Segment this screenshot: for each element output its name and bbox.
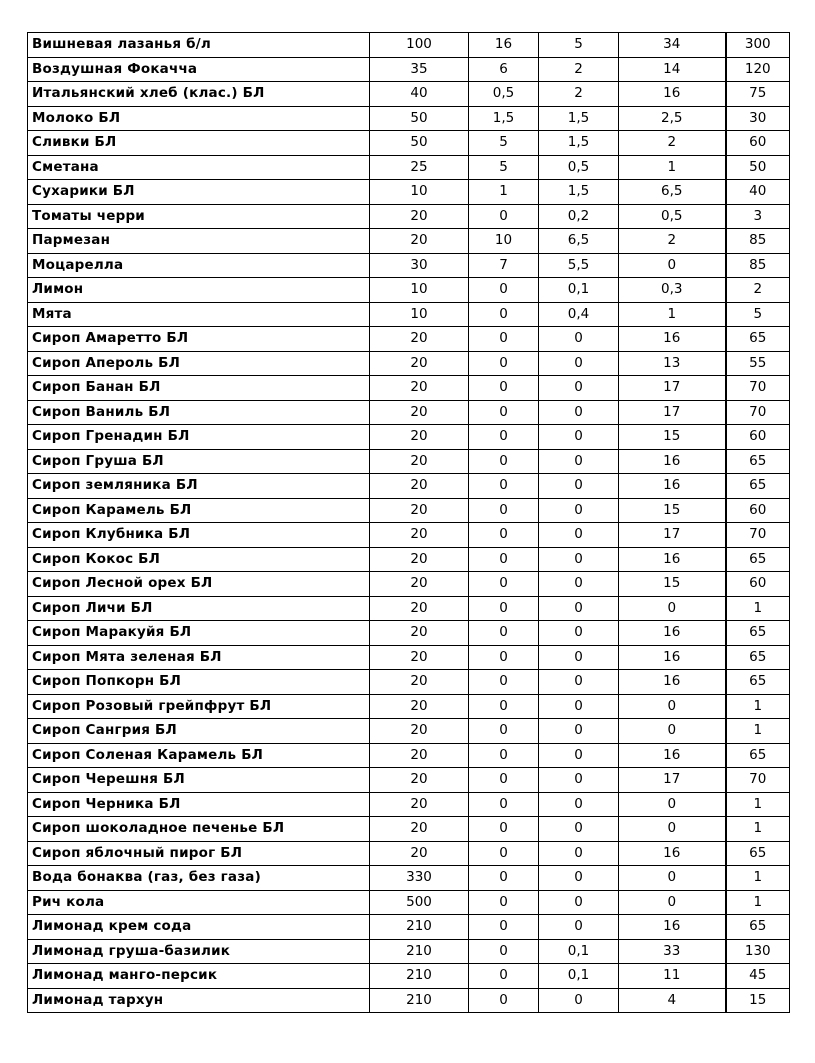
protein-cell: 5 xyxy=(469,131,539,156)
fat-cell: 0 xyxy=(539,719,619,744)
table-row xyxy=(28,376,790,401)
protein-cell: 6 xyxy=(469,57,539,82)
carbs-cell: 34 xyxy=(619,33,726,58)
protein-cell: 0 xyxy=(469,841,539,866)
product-name-cell: Вишневая лазанья б/л xyxy=(28,33,370,58)
calories-cell: 65 xyxy=(726,670,790,695)
product-name-cell: Сироп Сангрия БЛ xyxy=(28,719,370,744)
table-row xyxy=(28,866,790,891)
fat-cell: 0 xyxy=(539,768,619,793)
product-name-cell: Сироп Груша БЛ xyxy=(28,449,370,474)
table-row xyxy=(28,82,790,107)
table-row xyxy=(28,57,790,82)
nutrition-table xyxy=(27,32,790,1013)
product-name-cell: Сироп Черника БЛ xyxy=(28,792,370,817)
fat-cell: 0 xyxy=(539,621,619,646)
calories-cell: 65 xyxy=(726,449,790,474)
product-name-cell: Сироп Маракуйя БЛ xyxy=(28,621,370,646)
calories-cell: 65 xyxy=(726,743,790,768)
protein-cell: 0 xyxy=(469,425,539,450)
portion-cell: 20 xyxy=(370,670,469,695)
portion-cell: 210 xyxy=(370,964,469,989)
fat-cell: 0 xyxy=(539,596,619,621)
calories-cell: 1 xyxy=(726,866,790,891)
protein-cell: 0 xyxy=(469,376,539,401)
table-row xyxy=(28,229,790,254)
carbs-cell: 16 xyxy=(619,547,726,572)
portion-cell: 500 xyxy=(370,890,469,915)
fat-cell: 0 xyxy=(539,988,619,1013)
protein-cell: 0 xyxy=(469,988,539,1013)
portion-cell: 50 xyxy=(370,131,469,156)
portion-cell: 20 xyxy=(370,792,469,817)
calories-cell: 130 xyxy=(726,939,790,964)
carbs-cell: 0 xyxy=(619,253,726,278)
portion-cell: 50 xyxy=(370,106,469,131)
carbs-cell: 0,3 xyxy=(619,278,726,303)
fat-cell: 0 xyxy=(539,670,619,695)
carbs-cell: 1 xyxy=(619,155,726,180)
protein-cell: 5 xyxy=(469,155,539,180)
product-name-cell: Сливки БЛ xyxy=(28,131,370,156)
portion-cell: 40 xyxy=(370,82,469,107)
product-name-cell: Сироп Апероль БЛ xyxy=(28,351,370,376)
fat-cell: 0 xyxy=(539,547,619,572)
table-row xyxy=(28,792,790,817)
table-row xyxy=(28,743,790,768)
portion-cell: 10 xyxy=(370,180,469,205)
table-row xyxy=(28,523,790,548)
table-row xyxy=(28,939,790,964)
product-name-cell: Сироп Личи БЛ xyxy=(28,596,370,621)
product-name-cell: Сироп Попкорн БЛ xyxy=(28,670,370,695)
calories-cell: 65 xyxy=(726,474,790,499)
product-name-cell: Сироп Розовый грейпфрут БЛ xyxy=(28,694,370,719)
fat-cell: 5,5 xyxy=(539,253,619,278)
calories-cell: 60 xyxy=(726,131,790,156)
product-name-cell: Сироп шоколадное печенье БЛ xyxy=(28,817,370,842)
calories-cell: 65 xyxy=(726,841,790,866)
portion-cell: 30 xyxy=(370,253,469,278)
protein-cell: 0 xyxy=(469,866,539,891)
carbs-cell: 17 xyxy=(619,400,726,425)
carbs-cell: 33 xyxy=(619,939,726,964)
protein-cell: 1 xyxy=(469,180,539,205)
product-name-cell: Вода бонаква (газ, без газа) xyxy=(28,866,370,891)
protein-cell: 0 xyxy=(469,449,539,474)
portion-cell: 20 xyxy=(370,449,469,474)
protein-cell: 0 xyxy=(469,743,539,768)
calories-cell: 45 xyxy=(726,964,790,989)
protein-cell: 0 xyxy=(469,498,539,523)
calories-cell: 50 xyxy=(726,155,790,180)
carbs-cell: 16 xyxy=(619,327,726,352)
calories-cell: 70 xyxy=(726,768,790,793)
portion-cell: 210 xyxy=(370,939,469,964)
protein-cell: 0 xyxy=(469,670,539,695)
calories-cell: 75 xyxy=(726,82,790,107)
table-row xyxy=(28,596,790,621)
carbs-cell: 15 xyxy=(619,425,726,450)
carbs-cell: 2 xyxy=(619,131,726,156)
carbs-cell: 0 xyxy=(619,719,726,744)
fat-cell: 0 xyxy=(539,425,619,450)
table-row xyxy=(28,915,790,940)
portion-cell: 210 xyxy=(370,988,469,1013)
protein-cell: 0 xyxy=(469,596,539,621)
protein-cell: 0 xyxy=(469,351,539,376)
table-row xyxy=(28,425,790,450)
table-row xyxy=(28,498,790,523)
fat-cell: 0 xyxy=(539,645,619,670)
product-name-cell: Сметана xyxy=(28,155,370,180)
protein-cell: 7 xyxy=(469,253,539,278)
product-name-cell: Сироп Лесной орех БЛ xyxy=(28,572,370,597)
calories-cell: 30 xyxy=(726,106,790,131)
table-row xyxy=(28,131,790,156)
fat-cell: 1,5 xyxy=(539,106,619,131)
portion-cell: 20 xyxy=(370,351,469,376)
protein-cell: 0 xyxy=(469,400,539,425)
calories-cell: 55 xyxy=(726,351,790,376)
fat-cell: 0,2 xyxy=(539,204,619,229)
portion-cell: 20 xyxy=(370,743,469,768)
product-name-cell: Воздушная Фокачча xyxy=(28,57,370,82)
table-row xyxy=(28,719,790,744)
carbs-cell: 16 xyxy=(619,621,726,646)
table-row xyxy=(28,155,790,180)
portion-cell: 20 xyxy=(370,425,469,450)
portion-cell: 20 xyxy=(370,841,469,866)
portion-cell: 20 xyxy=(370,229,469,254)
fat-cell: 0 xyxy=(539,866,619,891)
table-row xyxy=(28,33,790,58)
product-name-cell: Рич кола xyxy=(28,890,370,915)
document-page xyxy=(27,32,789,1013)
carbs-cell: 2 xyxy=(619,229,726,254)
portion-cell: 20 xyxy=(370,474,469,499)
product-name-cell: Моцарелла xyxy=(28,253,370,278)
protein-cell: 0 xyxy=(469,768,539,793)
fat-cell: 0 xyxy=(539,376,619,401)
portion-cell: 20 xyxy=(370,768,469,793)
product-name-cell: Сироп Ваниль БЛ xyxy=(28,400,370,425)
table-row xyxy=(28,572,790,597)
product-name-cell: Сироп Амаретто БЛ xyxy=(28,327,370,352)
product-name-cell: Сироп Гренадин БЛ xyxy=(28,425,370,450)
table-row xyxy=(28,106,790,131)
protein-cell: 0,5 xyxy=(469,82,539,107)
protein-cell: 0 xyxy=(469,645,539,670)
carbs-cell: 0 xyxy=(619,694,726,719)
portion-cell: 10 xyxy=(370,278,469,303)
protein-cell: 0 xyxy=(469,547,539,572)
calories-cell: 70 xyxy=(726,523,790,548)
calories-cell: 1 xyxy=(726,792,790,817)
carbs-cell: 16 xyxy=(619,449,726,474)
product-name-cell: Сироп Банан БЛ xyxy=(28,376,370,401)
protein-cell: 0 xyxy=(469,915,539,940)
table-row xyxy=(28,327,790,352)
fat-cell: 0,4 xyxy=(539,302,619,327)
table-row xyxy=(28,670,790,695)
product-name-cell: Сухарики БЛ xyxy=(28,180,370,205)
calories-cell: 1 xyxy=(726,719,790,744)
calories-cell: 1 xyxy=(726,890,790,915)
calories-cell: 1 xyxy=(726,596,790,621)
table-row xyxy=(28,400,790,425)
portion-cell: 330 xyxy=(370,866,469,891)
product-name-cell: Пармезан xyxy=(28,229,370,254)
carbs-cell: 11 xyxy=(619,964,726,989)
portion-cell: 20 xyxy=(370,817,469,842)
fat-cell: 0 xyxy=(539,351,619,376)
carbs-cell: 0,5 xyxy=(619,204,726,229)
protein-cell: 0 xyxy=(469,792,539,817)
portion-cell: 35 xyxy=(370,57,469,82)
fat-cell: 0 xyxy=(539,694,619,719)
fat-cell: 0 xyxy=(539,572,619,597)
portion-cell: 210 xyxy=(370,915,469,940)
carbs-cell: 0 xyxy=(619,596,726,621)
fat-cell: 0 xyxy=(539,792,619,817)
calories-cell: 120 xyxy=(726,57,790,82)
carbs-cell: 14 xyxy=(619,57,726,82)
carbs-cell: 16 xyxy=(619,841,726,866)
table-row xyxy=(28,449,790,474)
table-row xyxy=(28,841,790,866)
table-row xyxy=(28,988,790,1013)
fat-cell: 0 xyxy=(539,523,619,548)
portion-cell: 20 xyxy=(370,547,469,572)
carbs-cell: 16 xyxy=(619,743,726,768)
product-name-cell: Лимонад груша-базилик xyxy=(28,939,370,964)
product-name-cell: Молоко БЛ xyxy=(28,106,370,131)
carbs-cell: 0 xyxy=(619,890,726,915)
protein-cell: 0 xyxy=(469,278,539,303)
product-name-cell: Сироп яблочный пирог БЛ xyxy=(28,841,370,866)
portion-cell: 20 xyxy=(370,645,469,670)
calories-cell: 85 xyxy=(726,253,790,278)
product-name-cell: Сироп Соленая Карамель БЛ xyxy=(28,743,370,768)
protein-cell: 16 xyxy=(469,33,539,58)
protein-cell: 10 xyxy=(469,229,539,254)
fat-cell: 1,5 xyxy=(539,180,619,205)
portion-cell: 20 xyxy=(370,694,469,719)
calories-cell: 15 xyxy=(726,988,790,1013)
fat-cell: 5 xyxy=(539,33,619,58)
table-row xyxy=(28,964,790,989)
fat-cell: 6,5 xyxy=(539,229,619,254)
fat-cell: 0 xyxy=(539,449,619,474)
table-row xyxy=(28,474,790,499)
calories-cell: 65 xyxy=(726,621,790,646)
product-name-cell: Мята xyxy=(28,302,370,327)
table-row xyxy=(28,645,790,670)
carbs-cell: 0 xyxy=(619,792,726,817)
calories-cell: 65 xyxy=(726,915,790,940)
carbs-cell: 16 xyxy=(619,645,726,670)
calories-cell: 65 xyxy=(726,327,790,352)
fat-cell: 0 xyxy=(539,841,619,866)
portion-cell: 25 xyxy=(370,155,469,180)
product-name-cell: Лимонад тархун xyxy=(28,988,370,1013)
product-name-cell: Сироп Мята зеленая БЛ xyxy=(28,645,370,670)
carbs-cell: 15 xyxy=(619,498,726,523)
calories-cell: 40 xyxy=(726,180,790,205)
protein-cell: 0 xyxy=(469,719,539,744)
product-name-cell: Сироп земляника БЛ xyxy=(28,474,370,499)
carbs-cell: 17 xyxy=(619,768,726,793)
portion-cell: 100 xyxy=(370,33,469,58)
product-name-cell: Итальянский хлеб (клас.) БЛ xyxy=(28,82,370,107)
fat-cell: 1,5 xyxy=(539,131,619,156)
fat-cell: 2 xyxy=(539,57,619,82)
protein-cell: 0 xyxy=(469,204,539,229)
carbs-cell: 0 xyxy=(619,817,726,842)
table-row xyxy=(28,351,790,376)
calories-cell: 60 xyxy=(726,425,790,450)
product-name-cell: Лимонад крем сода xyxy=(28,915,370,940)
protein-cell: 0 xyxy=(469,964,539,989)
portion-cell: 20 xyxy=(370,572,469,597)
table-row xyxy=(28,302,790,327)
calories-cell: 60 xyxy=(726,572,790,597)
protein-cell: 0 xyxy=(469,939,539,964)
portion-cell: 20 xyxy=(370,204,469,229)
calories-cell: 65 xyxy=(726,645,790,670)
carbs-cell: 6,5 xyxy=(619,180,726,205)
protein-cell: 0 xyxy=(469,817,539,842)
table-row xyxy=(28,278,790,303)
calories-cell: 3 xyxy=(726,204,790,229)
fat-cell: 0 xyxy=(539,915,619,940)
calories-cell: 65 xyxy=(726,547,790,572)
fat-cell: 0 xyxy=(539,743,619,768)
portion-cell: 20 xyxy=(370,596,469,621)
carbs-cell: 16 xyxy=(619,670,726,695)
carbs-cell: 16 xyxy=(619,474,726,499)
product-name-cell: Лимон xyxy=(28,278,370,303)
product-name-cell: Сироп Кокос БЛ xyxy=(28,547,370,572)
portion-cell: 20 xyxy=(370,498,469,523)
table-row xyxy=(28,621,790,646)
protein-cell: 0 xyxy=(469,302,539,327)
fat-cell: 0 xyxy=(539,327,619,352)
carbs-cell: 17 xyxy=(619,523,726,548)
fat-cell: 0 xyxy=(539,890,619,915)
fat-cell: 0 xyxy=(539,817,619,842)
portion-cell: 20 xyxy=(370,621,469,646)
portion-cell: 20 xyxy=(370,523,469,548)
table-row xyxy=(28,768,790,793)
carbs-cell: 1 xyxy=(619,302,726,327)
protein-cell: 0 xyxy=(469,523,539,548)
carbs-cell: 4 xyxy=(619,988,726,1013)
carbs-cell: 16 xyxy=(619,82,726,107)
table-row xyxy=(28,547,790,572)
calories-cell: 300 xyxy=(726,33,790,58)
fat-cell: 0 xyxy=(539,474,619,499)
calories-cell: 1 xyxy=(726,817,790,842)
table-row xyxy=(28,180,790,205)
carbs-cell: 0 xyxy=(619,866,726,891)
table-row xyxy=(28,694,790,719)
calories-cell: 70 xyxy=(726,376,790,401)
product-name-cell: Сироп Карамель БЛ xyxy=(28,498,370,523)
portion-cell: 20 xyxy=(370,719,469,744)
product-name-cell: Томаты черри xyxy=(28,204,370,229)
carbs-cell: 15 xyxy=(619,572,726,597)
carbs-cell: 13 xyxy=(619,351,726,376)
fat-cell: 0 xyxy=(539,498,619,523)
protein-cell: 0 xyxy=(469,474,539,499)
table-row xyxy=(28,253,790,278)
calories-cell: 85 xyxy=(726,229,790,254)
product-name-cell: Лимонад манго-персик xyxy=(28,964,370,989)
portion-cell: 20 xyxy=(370,400,469,425)
fat-cell: 0 xyxy=(539,400,619,425)
portion-cell: 20 xyxy=(370,376,469,401)
fat-cell: 0,1 xyxy=(539,964,619,989)
calories-cell: 1 xyxy=(726,694,790,719)
protein-cell: 0 xyxy=(469,621,539,646)
table-row xyxy=(28,204,790,229)
protein-cell: 0 xyxy=(469,327,539,352)
protein-cell: 0 xyxy=(469,890,539,915)
fat-cell: 0,1 xyxy=(539,278,619,303)
carbs-cell: 2,5 xyxy=(619,106,726,131)
portion-cell: 10 xyxy=(370,302,469,327)
protein-cell: 0 xyxy=(469,694,539,719)
fat-cell: 0,1 xyxy=(539,939,619,964)
protein-cell: 0 xyxy=(469,572,539,597)
calories-cell: 60 xyxy=(726,498,790,523)
calories-cell: 2 xyxy=(726,278,790,303)
table-row xyxy=(28,890,790,915)
carbs-cell: 16 xyxy=(619,915,726,940)
fat-cell: 2 xyxy=(539,82,619,107)
table-row xyxy=(28,817,790,842)
carbs-cell: 17 xyxy=(619,376,726,401)
protein-cell: 1,5 xyxy=(469,106,539,131)
product-name-cell: Сироп Черешня БЛ xyxy=(28,768,370,793)
calories-cell: 70 xyxy=(726,400,790,425)
nutrition-table-body xyxy=(28,33,790,1013)
calories-cell: 5 xyxy=(726,302,790,327)
fat-cell: 0,5 xyxy=(539,155,619,180)
portion-cell: 20 xyxy=(370,327,469,352)
product-name-cell: Сироп Клубника БЛ xyxy=(28,523,370,548)
